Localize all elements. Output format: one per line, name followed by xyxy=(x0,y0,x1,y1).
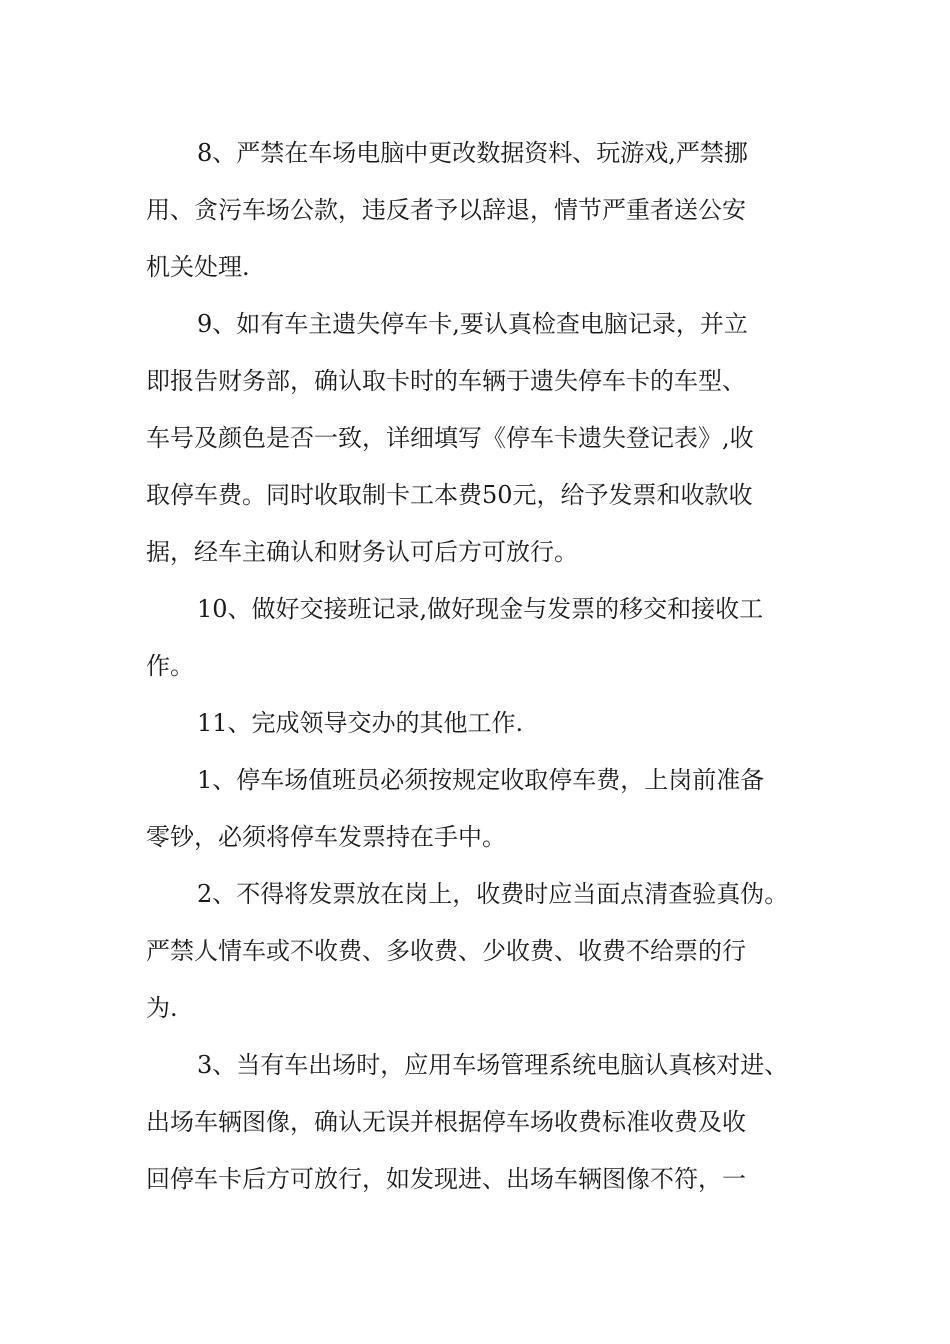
text-line: 8、严禁在车场电脑中更改数据资料、玩游戏,严禁挪 xyxy=(197,139,748,167)
text-line: 11、完成领导交办的其他工作. xyxy=(197,709,524,737)
text-line: 车号及颜色是否一致，详细填写《停车卡遗失登记表》,收 xyxy=(146,424,754,452)
text-line: 为. xyxy=(146,994,178,1022)
text-line: 1、停车场值班员必须按规定收取停车费，上岗前准备 xyxy=(197,766,765,794)
text-line: 取停车费。同时收取制卡工本费50元，给予发票和收款收 xyxy=(146,481,753,509)
text-line: 零钞，必须将停车发票持在手中。 xyxy=(146,823,506,851)
text-line: 机关处理. xyxy=(146,253,250,281)
text-line: 10、做好交接班记录,做好现金与发票的移交和接收工 xyxy=(197,595,764,623)
text-line: 2、不得将发票放在岗上，收费时应当面点清查验真伪。 xyxy=(197,880,789,908)
text-line: 严禁人情车或不收费、多收费、少收费、收费不给票的行 xyxy=(146,937,746,965)
text-line: 3、当有车出场时，应用车场管理系统电脑认真核对进、 xyxy=(197,1051,789,1079)
text-line: 出场车辆图像，确认无误并根据停车场收费标准收费及收 xyxy=(146,1108,746,1136)
text-line: 作。 xyxy=(146,652,194,680)
text-line: 即报告财务部，确认取卡时的车辆于遗失停车卡的车型、 xyxy=(146,367,746,395)
text-line: 9、如有车主遗失停车卡,要认真检查电脑记录，并立 xyxy=(197,310,748,338)
text-line: 据，经车主确认和财务认可后方可放行。 xyxy=(146,538,578,566)
text-line: 用、贪污车场公款，违反者予以辞退，情节严重者送公安 xyxy=(146,196,746,224)
text-line: 回停车卡后方可放行，如发现进、出场车辆图像不符，一 xyxy=(146,1165,746,1193)
